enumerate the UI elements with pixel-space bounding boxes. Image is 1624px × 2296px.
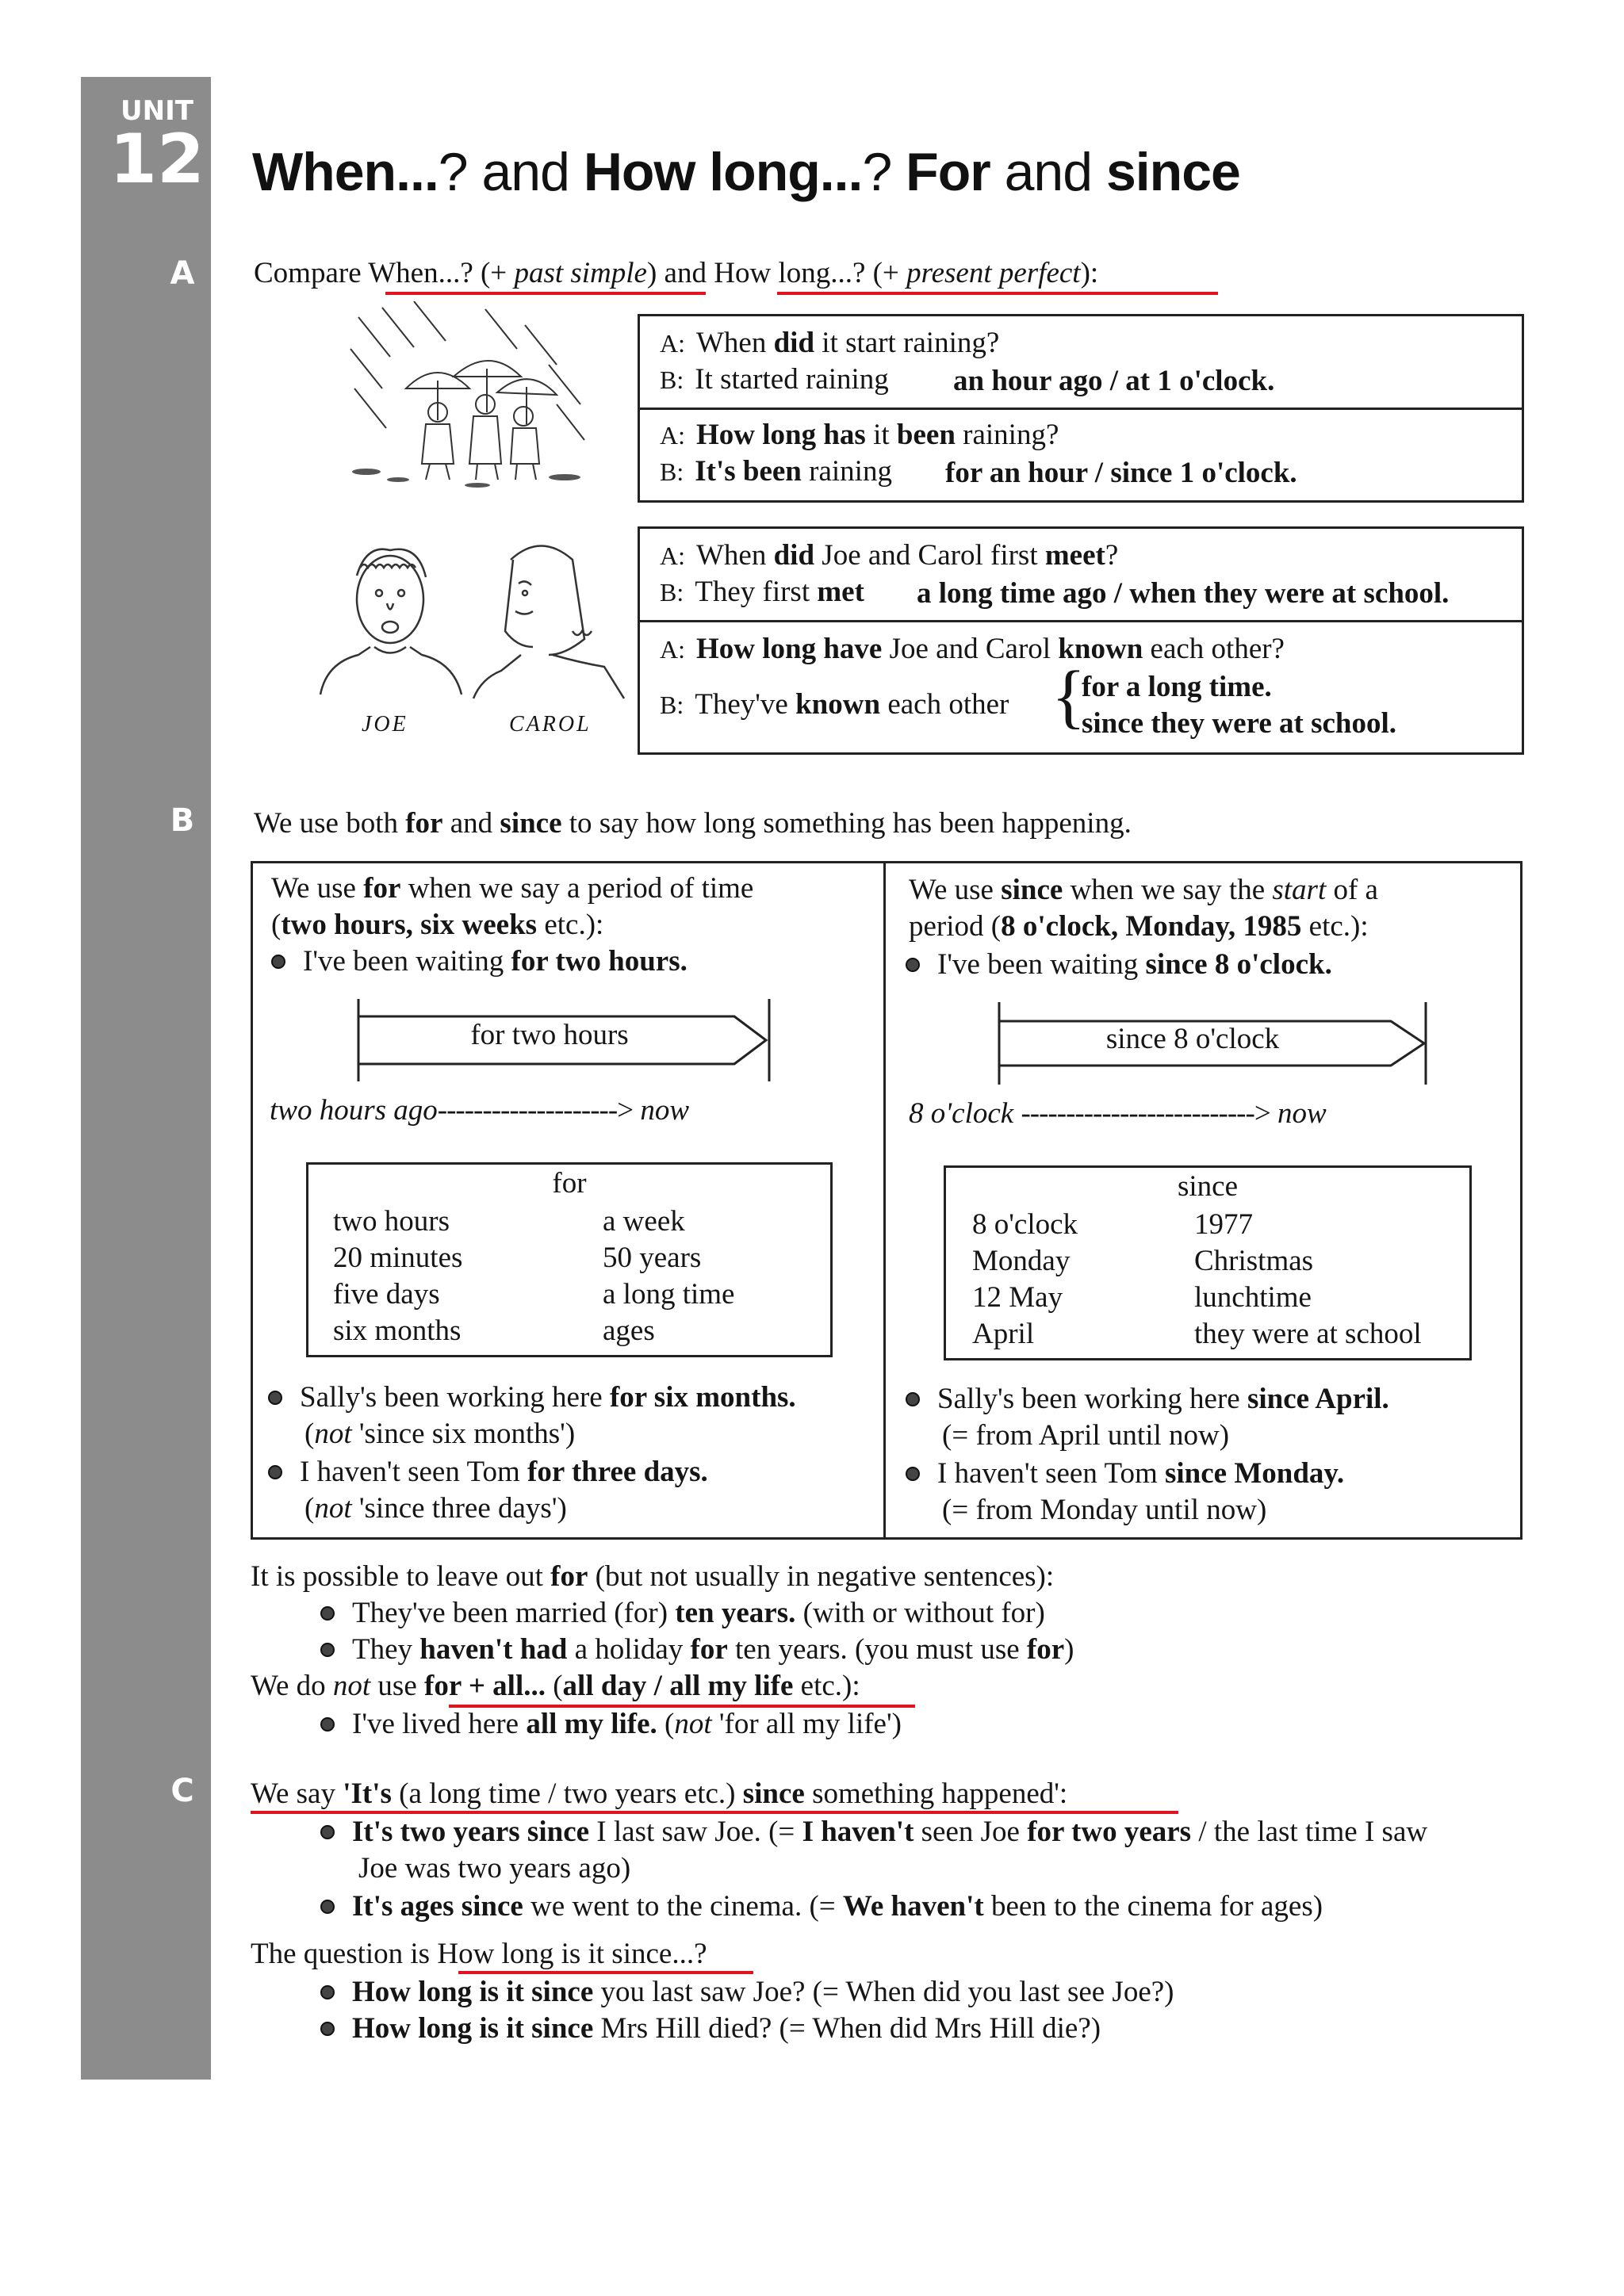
raining-a1: B: It started raining xyxy=(660,363,889,396)
unit-number: 12 xyxy=(109,120,205,199)
its-since-example-2: It's ages since we went to the cinema. (= We haven't been to the cinema for ages) xyxy=(320,1888,1323,1925)
for-table-heading: for xyxy=(552,1167,587,1200)
its-since-example-1-cont: Joe was two years ago) xyxy=(358,1852,631,1885)
for-example-tom-note: (not 'since three days') xyxy=(304,1492,567,1525)
since-table-cell: lunchtime xyxy=(1194,1281,1312,1314)
bullet-icon xyxy=(906,958,920,972)
since-example-sally: Sally's been working here since April. xyxy=(906,1381,1389,1418)
for-table-cell: five days xyxy=(333,1278,440,1311)
dialogue-box-divider xyxy=(638,620,1524,622)
question-example-1: How long is it since you last saw Joe? (= When did you last see Joe?) xyxy=(320,1974,1174,2011)
since-example-sally-note: (= from April until now) xyxy=(942,1419,1230,1452)
section-letter-c: C xyxy=(170,1773,194,1809)
bullet-icon xyxy=(320,1606,335,1621)
since-table-cell: 12 May xyxy=(972,1281,1063,1314)
rain-umbrellas-illustration xyxy=(343,301,596,492)
for-all-example: I've lived here all my life. (not 'for all my life') xyxy=(320,1706,902,1743)
since-table-cell: they were at school xyxy=(1194,1318,1422,1350)
since-8-oclock-arrow-label: since 8 o'clock xyxy=(1105,1023,1280,1055)
for-table-cell: 20 minutes xyxy=(333,1242,463,1274)
since-rule-line2: period (8 o'clock, Monday, 1985 etc.): xyxy=(909,910,1369,943)
for-timeline-axis: two hours ago--------------------> now xyxy=(270,1094,689,1127)
since-table-cell: April xyxy=(972,1318,1035,1350)
underline-when xyxy=(385,292,706,295)
since-table-cell: Christmas xyxy=(1194,1245,1314,1277)
since-timeline-axis: 8 o'clock --------------------------> now xyxy=(909,1097,1327,1130)
raining-a2: B: It's been raining xyxy=(660,455,892,488)
raining-a1-time: an hour ago / at 1 o'clock. xyxy=(953,365,1275,397)
joe-carol-illustration xyxy=(311,536,644,702)
question-example-2: How long is it since Mrs Hill died? (= When did Mrs Hill die?) xyxy=(320,2011,1101,2047)
for-example-sally: Sally's been working here for six months. xyxy=(268,1380,796,1416)
for-table-cell: two hours xyxy=(333,1205,450,1238)
bullet-icon xyxy=(268,1465,282,1479)
section-a-intro: Compare When...? (+ past simple) and How long...? (+ present perfect): xyxy=(254,257,1099,289)
bullet-icon xyxy=(320,1825,335,1839)
section-c-intro: We say 'It's (a long time / two years etc.) since something happened': xyxy=(251,1777,1068,1810)
since-table-cell: 8 o'clock xyxy=(972,1208,1078,1241)
bullet-icon xyxy=(320,2022,335,2036)
for-rule-line1: We use for when we say a period of time xyxy=(271,872,754,905)
page-title: When...? and How long...? For and since xyxy=(252,142,1240,202)
joe-carol-q1: A: When did Joe and Carol first meet? xyxy=(660,539,1119,572)
section-letter-a: A xyxy=(170,255,195,292)
for-rule-line2: (two hours, six weeks etc.): xyxy=(271,909,604,941)
caption-carol: CAROL xyxy=(509,712,592,737)
bullet-icon xyxy=(906,1392,920,1406)
leave-out-for-rule: It is possible to leave out for (but not usually in negative sentences): xyxy=(251,1560,1055,1593)
bullet-icon xyxy=(320,1717,335,1732)
unit-label: UNIT xyxy=(121,95,193,127)
caption-joe: JOE xyxy=(362,712,408,737)
for-example-sally-note: (not 'since six months') xyxy=(304,1418,576,1450)
bullet-icon xyxy=(320,1643,335,1657)
since-example-waiting: I've been waiting since 8 o'clock. xyxy=(906,947,1332,983)
joe-carol-a1: B: They first met xyxy=(660,576,864,608)
bullet-icon xyxy=(271,955,285,969)
question-form-rule: The question is How long is it since...? xyxy=(251,1938,707,1970)
joe-carol-a2: B: They've known each other xyxy=(660,688,1009,721)
joe-carol-q2: A: How long have Joe and Carol known each other? xyxy=(660,633,1285,665)
bullet-icon xyxy=(268,1391,282,1405)
joe-carol-option-2: since they were at school. xyxy=(1082,707,1396,740)
joe-carol-option-1: for a long time. xyxy=(1082,671,1272,703)
joe-carol-a1-time: a long time ago / when they were at school. xyxy=(917,577,1450,610)
for-table-cell: a long time xyxy=(603,1278,735,1311)
its-since-example-1: It's two years since I last saw Joe. (= I haven't seen Joe for two years / the last time I saw xyxy=(320,1814,1427,1850)
for-table-cell: 50 years xyxy=(603,1242,702,1274)
for-table-cell: six months xyxy=(333,1314,462,1347)
bullet-icon xyxy=(320,1985,335,1999)
since-example-tom: I haven't seen Tom since Monday. xyxy=(906,1456,1344,1492)
underline-how-long xyxy=(777,292,1218,295)
section-b-intro: We use both for and since to say how long something has been happening. xyxy=(254,807,1132,840)
since-table-heading: since xyxy=(1177,1170,1239,1203)
bullet-icon xyxy=(906,1467,920,1481)
since-table-cell: 1977 xyxy=(1194,1208,1253,1241)
since-example-tom-note: (= from Monday until now) xyxy=(942,1494,1267,1526)
for-example-tom: I haven't seen Tom for three days. xyxy=(268,1454,708,1490)
section-letter-b: B xyxy=(170,802,195,839)
raining-q1: A: When did it start raining? xyxy=(660,327,1000,359)
leave-out-example-1: They've been married (for) ten years. (with or without for) xyxy=(320,1595,1045,1632)
for-two-hours-arrow-label: for two hours xyxy=(470,1019,629,1051)
since-table-cell: Monday xyxy=(972,1245,1071,1277)
bullet-icon xyxy=(320,1900,335,1914)
comparison-divider xyxy=(883,861,886,1540)
leave-out-example-2: They haven't had a holiday for ten years. (you must use for) xyxy=(320,1632,1074,1668)
for-example-waiting: I've been waiting for two hours. xyxy=(271,943,688,980)
for-table-cell: ages xyxy=(603,1314,655,1347)
options-brace: { xyxy=(1051,657,1086,736)
for-all-rule: We do not use for + all... (all day / all my life etc.): xyxy=(251,1670,860,1702)
since-rule-line1: We use since when we say the start of a xyxy=(909,874,1378,906)
raining-a2-time: for an hour / since 1 o'clock. xyxy=(945,457,1297,489)
dialogue-box-divider xyxy=(638,408,1524,410)
raining-q2: A: How long has it been raining? xyxy=(660,419,1059,451)
for-table-cell: a week xyxy=(603,1205,685,1238)
